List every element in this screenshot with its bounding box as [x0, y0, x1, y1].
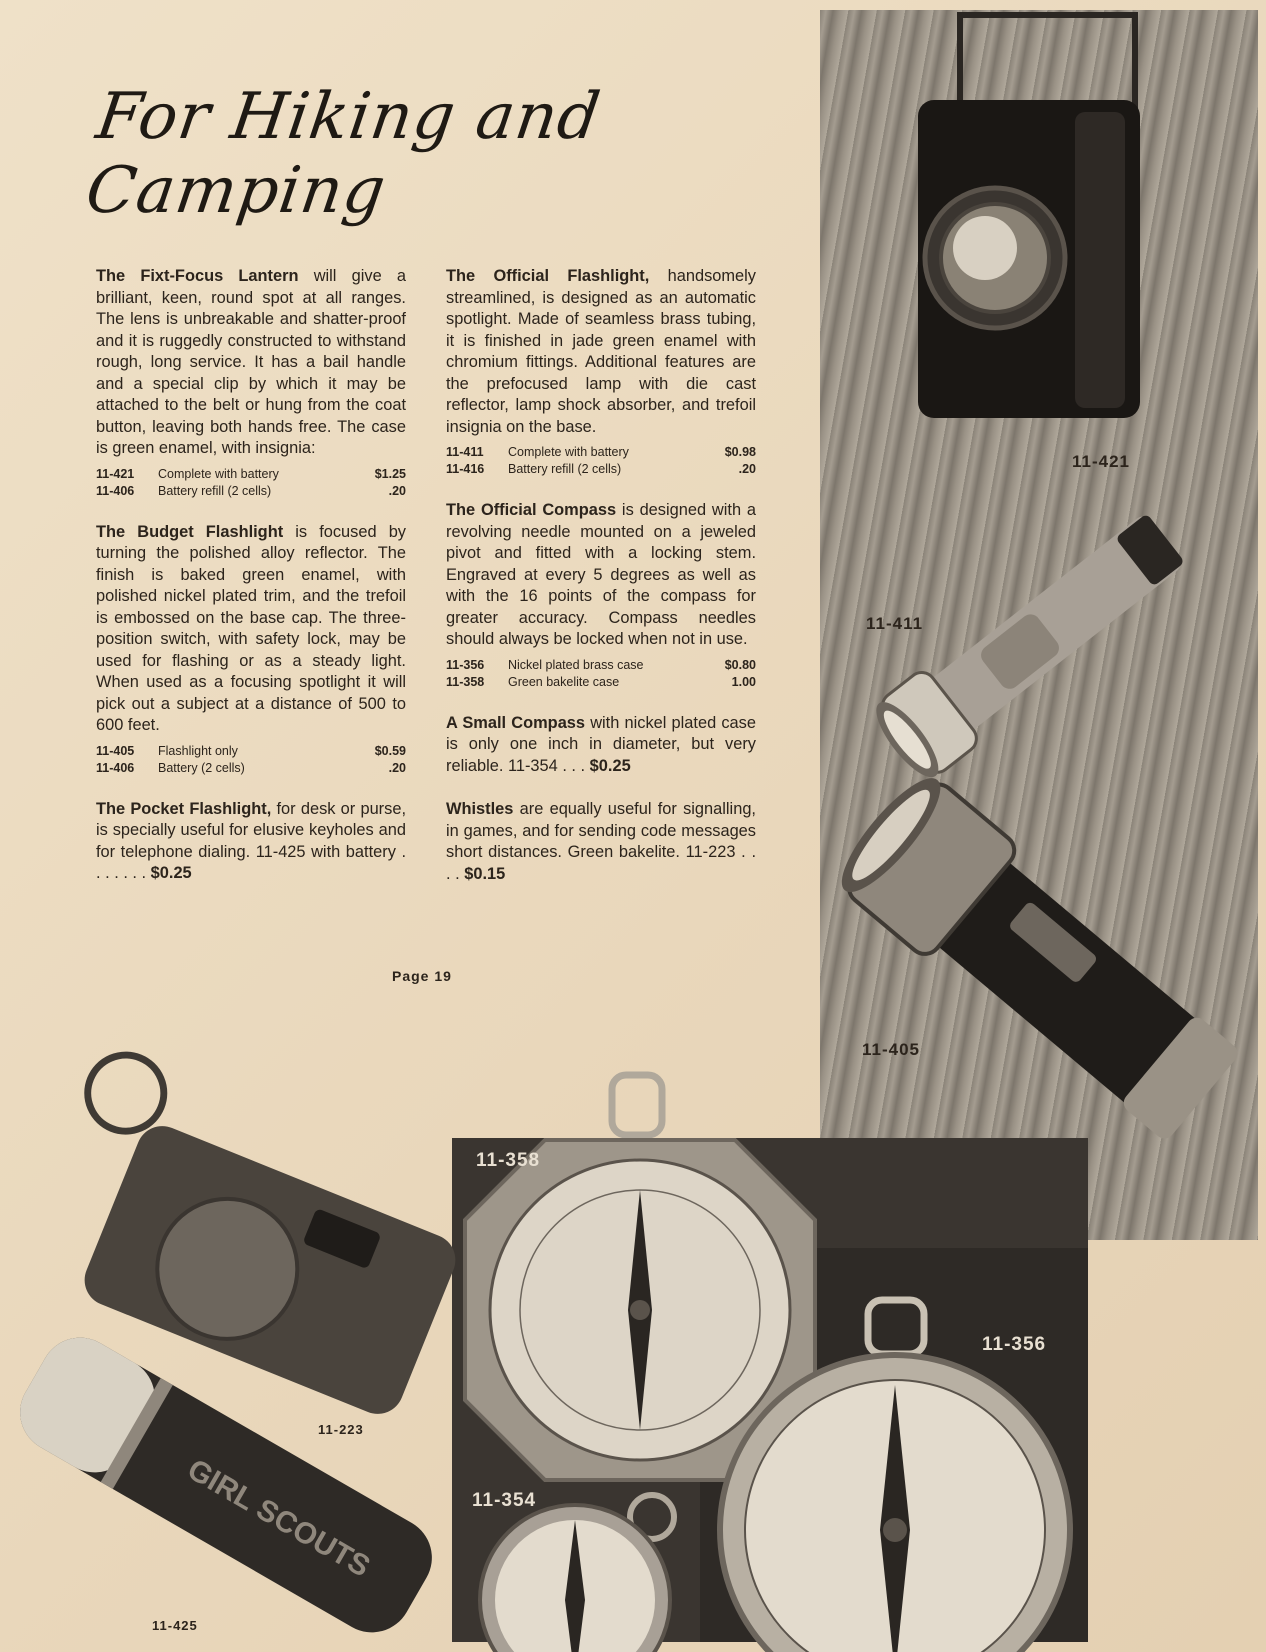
pocket-flashlight-name: The Pocket Flashlight, [96, 799, 272, 818]
sku-price: 1.00 [731, 674, 756, 689]
sku-description: Battery (2 cells) [158, 760, 245, 775]
sku-code: 11-356 [446, 657, 485, 672]
pocket-flashlight-photo-label: 11-425 [152, 1618, 198, 1633]
sku-code: 11-405 [96, 743, 135, 758]
official-compass-description [446, 500, 756, 691]
budget-flashlight-illustration [827, 765, 1250, 1153]
sku-code: 11-411 [446, 445, 484, 459]
sku-row [446, 674, 756, 691]
sku-row [96, 760, 406, 777]
lantern-sku-list [96, 466, 406, 500]
sku-row [446, 461, 756, 478]
small-compass-illustration [480, 1495, 674, 1652]
sku-row [96, 466, 406, 483]
official-compass-text: is designed with a revolving needle mounted on a jeweled pivot and fitted with a locking stem. Engraved at every 5 degrees as well as with the 16 points of the compass for greater accuracy. Compass needles should always be locked when not in use. [446, 501, 756, 648]
page-number: Page 19 [392, 968, 452, 984]
sku-price: $0.98 [724, 445, 756, 459]
right-text-column [446, 266, 756, 907]
small-compass-name: A Small Compass [446, 713, 586, 732]
whistles-name: Whistles [446, 800, 514, 818]
small-compass-photo-label: 11-354 [472, 1490, 537, 1511]
sku-code: 11-406 [96, 483, 135, 498]
bakelite-compass-photo-label: 11-358 [476, 1150, 541, 1171]
sku-row [446, 657, 756, 674]
sku-price: .20 [388, 760, 406, 775]
sku-row [96, 483, 406, 500]
whistles-description [446, 799, 756, 885]
sku-description: Green bakelite case [508, 674, 620, 689]
sku-code: 11-358 [446, 674, 485, 689]
official-flashlight-name: The Official Flashlight, [446, 267, 650, 285]
sku-description: Battery refill (2 cells) [158, 483, 272, 498]
page-title: For Hiking and Camping [81, 80, 606, 228]
sku-price: .20 [738, 462, 756, 476]
sku-description: Complete with battery [508, 445, 629, 459]
sku-code: 11-421 [96, 466, 135, 481]
lantern-text: will give a brilliant, keen, round spot at all ranges. The lens is unbreakable and shatter-proof and it is ruggedly constructed to withstand rough, long service. It has a bail handle and a special clip by which it may be attached to the belt or hung from the coat button, leaving both hands free. The case is green enamel, with insignia: [96, 267, 407, 457]
whistles-price: $0.15 [464, 864, 506, 883]
whistles-text: are equally useful for signalling, in games, and for sending code messages short distances. Green bakelite. 11-223 . . . . [446, 800, 756, 883]
pocket-flashlight-description [96, 799, 406, 885]
whistle-photo-label: 11-223 [318, 1422, 364, 1437]
sku-row [446, 444, 756, 461]
official-flashlight-sku-list [446, 444, 756, 478]
lantern-illustration [918, 15, 1140, 418]
sku-price: $0.80 [724, 657, 756, 672]
lantern-description [96, 266, 406, 500]
sku-price: .20 [388, 483, 406, 498]
official-compass-sku-list [446, 657, 756, 691]
budget-flashlight-description [96, 522, 406, 777]
budget-flashlight-sku-list [96, 743, 406, 777]
official-compass-name: The Official Compass [446, 501, 617, 519]
sku-price: $0.59 [374, 743, 406, 758]
sku-description: Complete with battery [158, 466, 279, 481]
official-flashlight-text: handsomely streamlined, is designed as an automatic spotlight. Made of seamless brass tubing, it is finished in jade green enamel with chromium fittings. Additional features are the prefocused lamp with die cast reflector, lamp shock absorber, and trefoil insignia on the base. [446, 267, 756, 436]
small-compass-description [446, 713, 756, 778]
official-flashlight-illustration [866, 501, 1195, 787]
pocket-flashlight-price: $0.25 [150, 864, 192, 882]
sku-description: Battery refill (2 cells) [508, 462, 622, 476]
lantern-name: The Fixt-Focus Lantern [96, 267, 299, 285]
official-flashlight-description [446, 266, 756, 478]
official-flashlight-photo-label: 11-411 [866, 614, 924, 633]
sku-price: $1.25 [374, 466, 406, 481]
small-compass-price: $0.25 [589, 756, 631, 775]
budget-flashlight-text: is focused by turning the polished alloy reflector. The finish is baked green enamel, with polished nickel plated trim, and the trefoil is embossed on the base cap. The three-position switch, with safety lock, may be used for flashing or as a steady light. When used as a focusing spotlight it will pick out a subject at a distance of 500 to 600 feet. [96, 522, 407, 734]
pocket-flashlight-text: for desk or purse, is specially useful for elusive keyholes and for telephone dialing. 11-425 with battery . . . . . . . [96, 799, 407, 882]
sku-description: Nickel plated brass case [508, 657, 644, 672]
budget-flashlight-name: The Budget Flashlight [96, 522, 284, 541]
sku-code: 11-416 [446, 462, 485, 476]
brass-compass-photo-label: 11-356 [982, 1334, 1047, 1355]
budget-flashlight-photo-label: 11-405 [862, 1040, 920, 1059]
sku-code: 11-406 [96, 760, 135, 775]
sku-row [96, 743, 406, 760]
flashlight-imprint: GIRL SCOUTS [181, 1452, 376, 1584]
small-compass-text: with nickel plated case is only one inch in diameter, but very reliable. 11-354 . . . [446, 713, 756, 775]
sku-description: Flashlight only [158, 743, 238, 758]
left-text-column [96, 266, 406, 907]
lantern-photo-label: 11-421 [1072, 452, 1130, 471]
